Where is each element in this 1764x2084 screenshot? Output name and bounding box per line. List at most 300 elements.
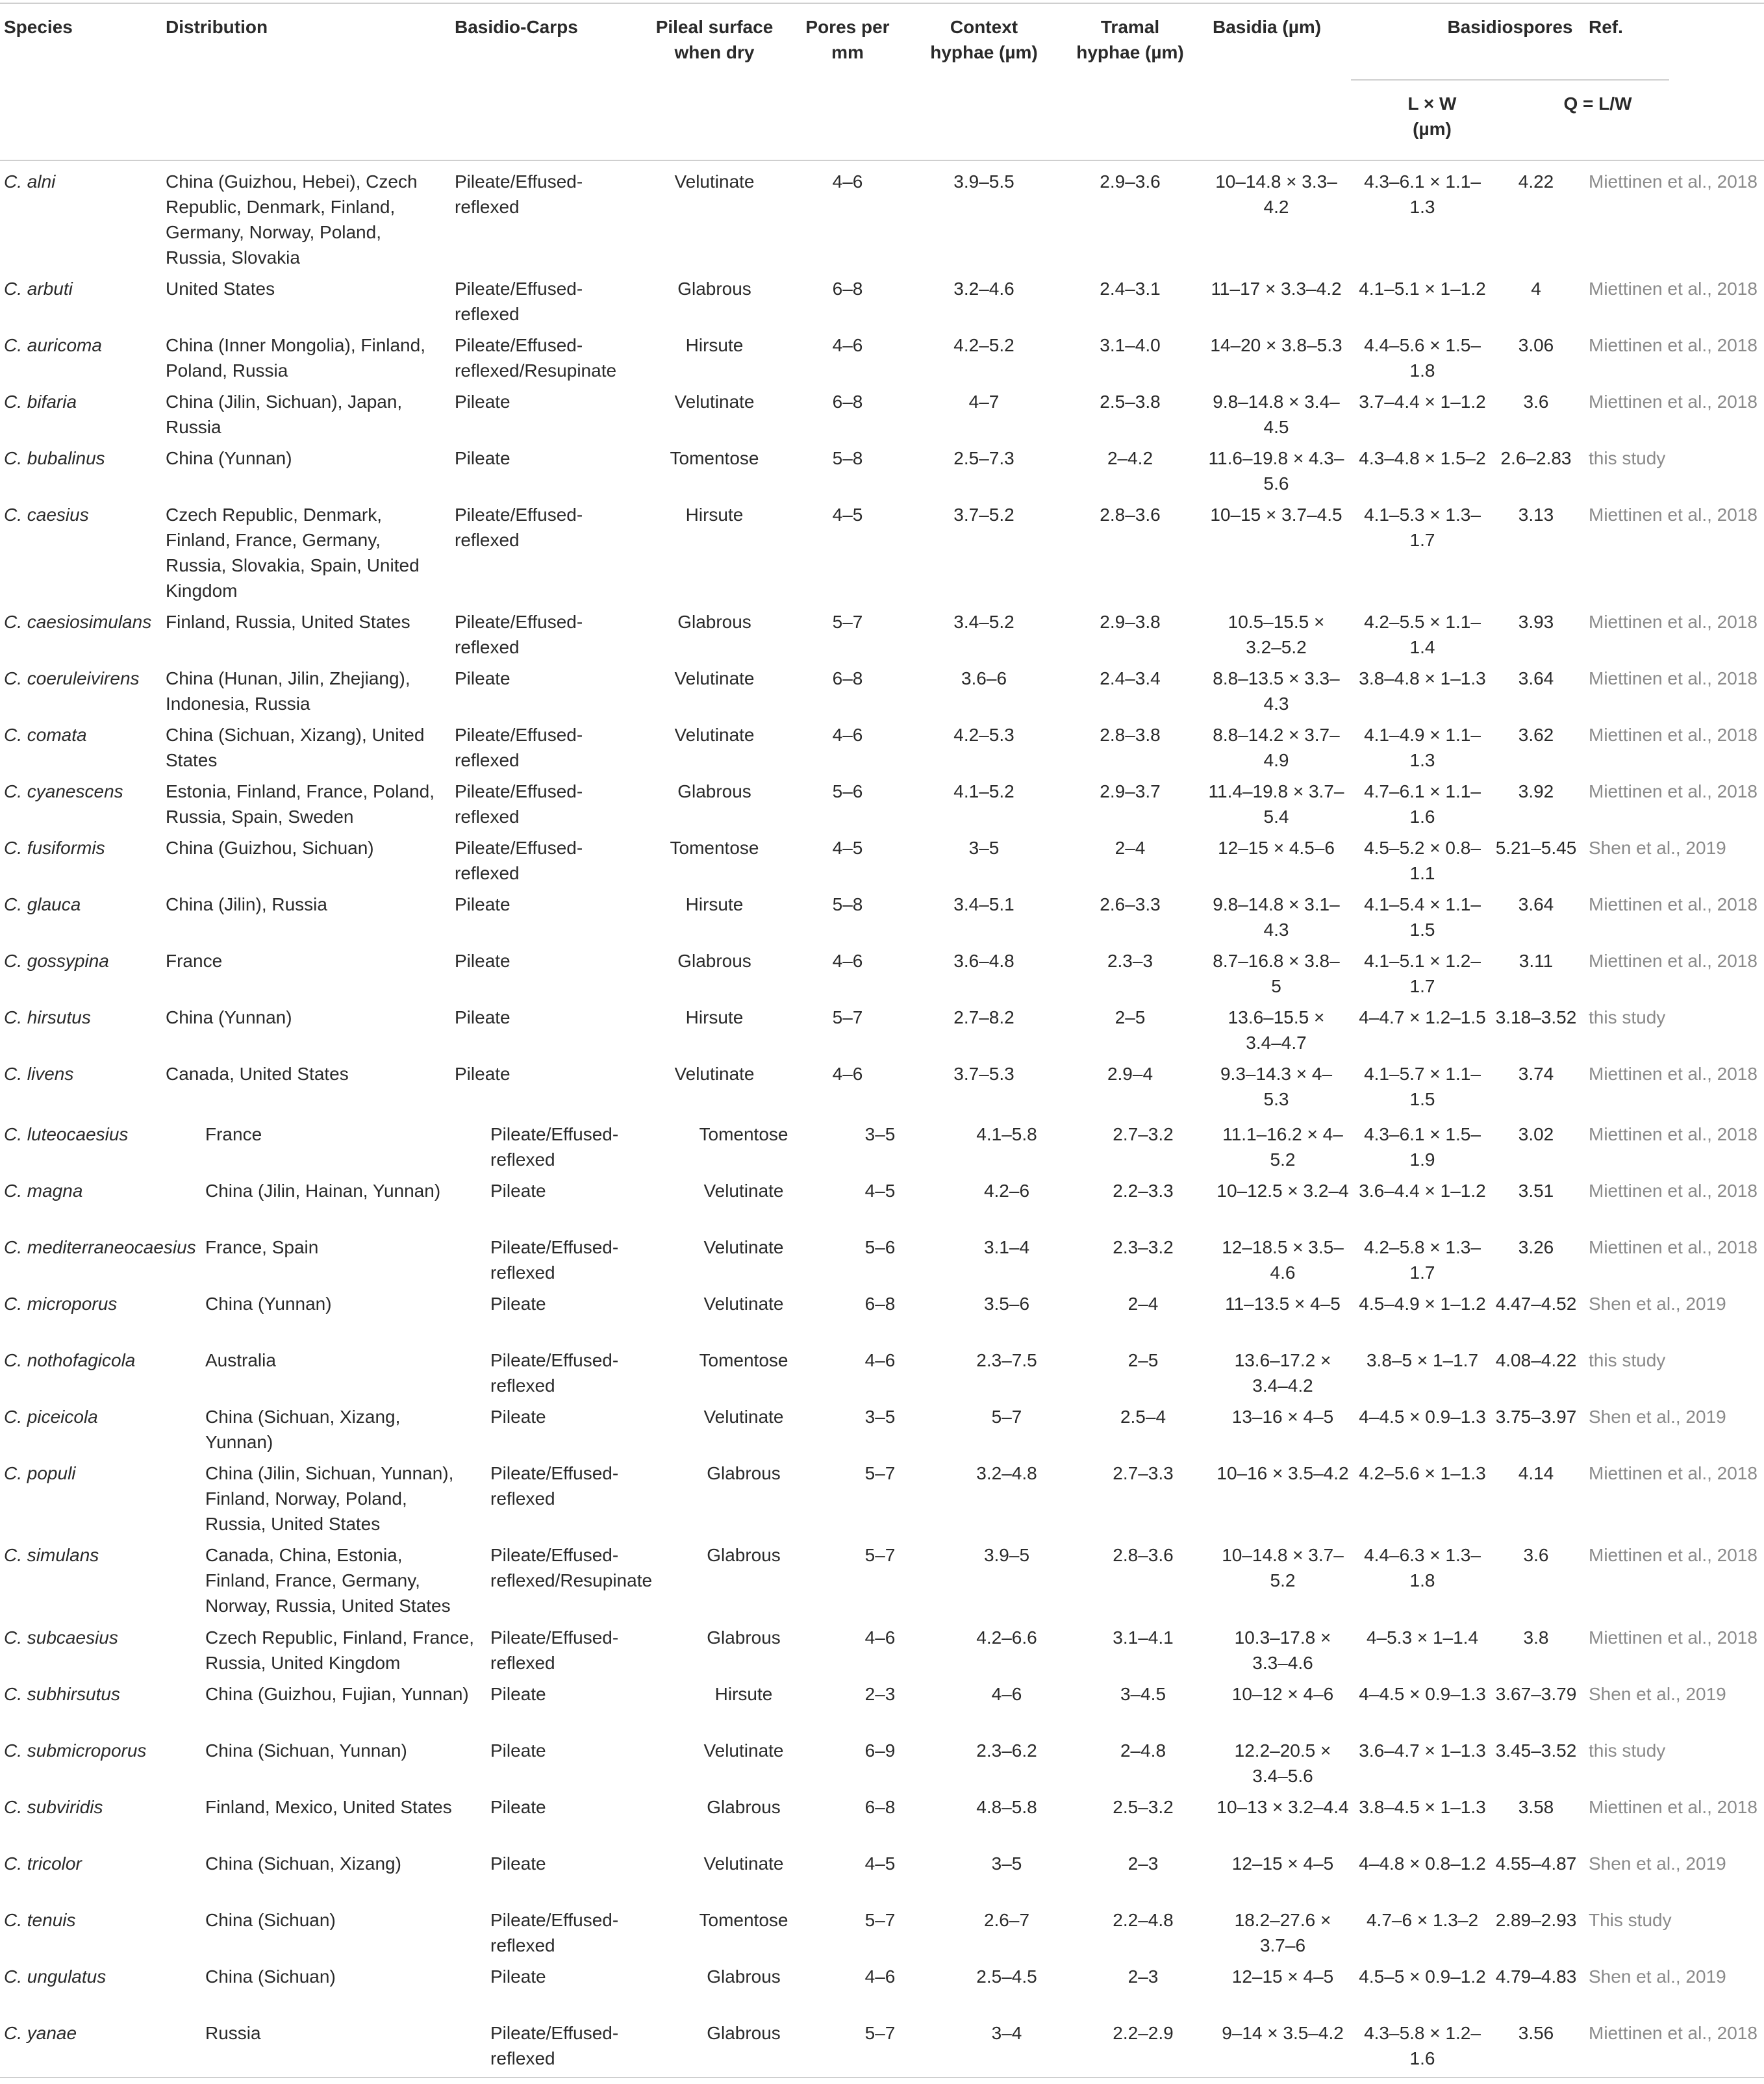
basidia: 8.8–14.2 × 3.7–4.9 [1213,725,1340,770]
context-hyphae: 3.7–5.3 [953,1064,1014,1084]
pileal-surface: Velutinate [674,392,755,412]
basidiospore-q: 3.06 [1518,335,1554,355]
basidia: 10–14.8 × 3.7–5.2 [1222,1545,1344,1590]
basidiospore-q: 3.56 [1518,2023,1554,2043]
species-name: C. gossypina [4,951,109,971]
pores-per-mm: 4–6 [832,335,863,355]
header-ref: Ref. [1589,17,1623,37]
basidiospore-lw: 4.2–5.8 × 1.3–1.7 [1364,1237,1481,1283]
reference: Miettinen et al., 2018 [1589,505,1758,525]
basidiospore-lw: 4–4.5 × 0.9–1.3 [1359,1684,1486,1704]
tramal-hyphae: 2.6–3.3 [1100,894,1161,914]
pores-per-mm: 4–6 [864,1350,896,1370]
pores-per-mm: 4–5 [864,1181,896,1201]
context-hyphae: 3.4–5.2 [953,612,1014,632]
context-hyphae: 4.2–5.2 [953,335,1014,355]
basidia: 18.2–27.6 × 3.7–6 [1234,1910,1331,1955]
table-header-rule [0,160,1764,161]
basidiocarps: Pileate/Effused-reflexed/Resupinate [490,1545,653,1590]
basidiospore-q: 3.64 [1518,894,1554,914]
reference: Shen et al., 2019 [1589,1684,1726,1704]
basidiocarps: Pileate [490,1294,546,1314]
header-pores-per-mm: Pores per mm [805,17,890,62]
pileal-surface: Tomentose [670,448,759,468]
basidiospore-q: 3.8 [1523,1627,1549,1648]
basidiocarps: Pileate/Effused-reflexed [455,171,583,217]
basidiospore-q: 4.08–4.22 [1495,1350,1577,1370]
basidia: 12.2–20.5 × 3.4–5.6 [1234,1740,1331,1786]
basidiospore-lw: 4.2–5.5 × 1.1–1.4 [1364,612,1481,657]
basidiospore-lw: 4–4.5 × 0.9–1.3 [1359,1407,1486,1427]
context-hyphae: 4–6 [991,1684,1022,1704]
species-name: C. subviridis [4,1797,103,1817]
basidiospore-lw: 4.1–5.3 × 1.3–1.7 [1364,505,1481,550]
species-name: C. caesiosimulans [4,612,152,632]
distribution: China (Sichuan, Xizang) [205,1853,401,1874]
basidiocarps: Pileate [490,1797,546,1817]
pores-per-mm: 5–8 [832,894,863,914]
context-hyphae: 2.3–7.5 [976,1350,1037,1370]
species-name: C. populi [4,1463,76,1483]
basidia: 9–14 × 3.5–4.2 [1222,2023,1344,2043]
header-basidiocarps: Basidio-Carps [455,17,578,37]
basidiocarps: Pileate/Effused-reflexed [490,2023,619,2068]
basidia: 13.6–17.2 × 3.4–4.2 [1234,1350,1331,1396]
tramal-hyphae: 2.9–3.8 [1100,612,1161,632]
basidiospore-lw: 4.1–5.1 × 1.2–1.7 [1364,951,1481,996]
reference: Miettinen et al., 2018 [1589,392,1758,412]
reference: this study [1589,1350,1666,1370]
basidiocarps: Pileate/Effused-reflexed [455,781,583,827]
header-species: Species [4,17,73,37]
pileal-surface: Velutinate [703,1237,784,1257]
reference: this study [1589,448,1666,468]
tramal-hyphae: 2–4.8 [1120,1740,1166,1761]
reference: Miettinen et al., 2018 [1589,781,1758,801]
basidia: 8.8–13.5 × 3.3–4.3 [1213,668,1340,714]
reference: Shen et al., 2019 [1589,1966,1726,1987]
basidiospore-lw: 4.7–6 × 1.3–2 [1366,1910,1479,1930]
basidiocarps: Pileate [455,951,510,971]
context-hyphae: 3.5–6 [983,1294,1030,1314]
pileal-surface: Velutinate [703,1853,784,1874]
distribution: Canada, China, Estonia, Finland, France, Germany, Norway, Russia, United States [205,1545,451,1616]
species-name: C. piceicola [4,1407,98,1427]
basidia: 10–16 × 3.5–4.2 [1216,1463,1349,1483]
reference: This study [1589,1910,1672,1930]
basidia: 11.4–19.8 × 3.7–5.4 [1208,781,1344,827]
basidiocarps: Pileate/Effused-reflexed [455,279,583,324]
basidiocarps: Pileate [490,1853,546,1874]
pileal-surface: Tomentose [670,838,759,858]
distribution: Czech Republic, Denmark, Finland, France, Germany, Russia, Slovakia, Spain, United Kingdom [166,505,420,601]
basidiospore-lw: 4.5–4.9 × 1–1.2 [1359,1294,1486,1314]
context-hyphae: 2.6–7 [983,1910,1030,1930]
basidiocarps: Pileate/Effused-reflexed [490,1124,619,1170]
context-hyphae: 3–5 [991,1853,1022,1874]
species-name: C. caesius [4,505,89,525]
pileal-surface: Glabrous [677,781,751,801]
pileal-surface: Hirsute [714,1684,773,1704]
basidiospore-lw: 4–5.3 × 1–1.4 [1366,1627,1479,1648]
species-name: C. subhirsutus [4,1684,120,1704]
distribution: Canada, United States [166,1064,349,1084]
basidiospore-q: 2.89–2.93 [1495,1910,1577,1930]
pores-per-mm: 4–6 [864,1966,896,1987]
pores-per-mm: 3–5 [864,1124,896,1144]
basidiospore-lw: 4.4–6.3 × 1.3–1.8 [1364,1545,1481,1590]
species-name: C. livens [4,1064,74,1084]
pileal-surface: Glabrous [677,612,751,632]
reference: Miettinen et al., 2018 [1589,1545,1758,1565]
basidiospore-q: 3.6 [1523,392,1549,412]
species-name: C. nothofagicola [4,1350,136,1370]
header-tramal-hyphae: Tramal hyphae (µm) [1076,17,1184,62]
basidiospore-lw: 4.3–6.1 × 1.5–1.9 [1364,1124,1481,1170]
basidia: 10–12 × 4–6 [1231,1684,1334,1704]
pores-per-mm: 5–8 [832,448,863,468]
pores-per-mm: 4–6 [832,171,863,192]
pores-per-mm: 4–6 [832,1064,863,1084]
basidiospore-lw: 3.8–4.8 × 1–1.3 [1359,668,1486,688]
basidia: 10–12.5 × 3.2–4 [1216,1181,1349,1201]
reference: this study [1589,1740,1666,1761]
tramal-hyphae: 2.8–3.8 [1100,725,1161,745]
pileal-surface: Glabrous [707,1966,781,1987]
reference: Miettinen et al., 2018 [1589,171,1758,192]
tramal-hyphae: 2.4–3.1 [1100,279,1161,299]
pores-per-mm: 4–5 [832,505,863,525]
basidiospore-q: 4.47–4.52 [1495,1294,1577,1314]
basidia: 10.3–17.8 × 3.3–4.6 [1234,1627,1331,1673]
reference: Miettinen et al., 2018 [1589,612,1758,632]
basidia: 11.6–19.8 × 4.3–5.6 [1208,448,1344,494]
basidia: 11–17 × 3.3–4.2 [1211,279,1342,299]
pileal-surface: Hirsute [685,1007,744,1027]
context-hyphae: 3.9–5.5 [953,171,1014,192]
context-hyphae: 2.7–8.2 [953,1007,1014,1027]
reference: Miettinen et al., 2018 [1589,1463,1758,1483]
species-name: C. glauca [4,894,81,914]
distribution: China (Sichuan, Xizang), United States [166,725,425,770]
basidiospore-lw: 4–4.8 × 0.8–1.2 [1359,1853,1486,1874]
context-hyphae: 3.7–5.2 [953,505,1014,525]
context-hyphae: 4–7 [968,392,1000,412]
basidiospore-q: 3.13 [1518,505,1554,525]
basidiospore-q: 3.26 [1518,1237,1554,1257]
basidiospore-lw: 4–4.7 × 1.2–1.5 [1359,1007,1486,1027]
basidia: 8.7–16.8 × 3.8–5 [1213,951,1340,996]
basidiospore-q: 3.18–3.52 [1495,1007,1577,1027]
species-name: C. arbuti [4,279,73,299]
pores-per-mm: 4–5 [832,838,863,858]
pores-per-mm: 5–7 [864,1545,896,1565]
basidia: 13–16 × 4–5 [1231,1407,1334,1427]
basidiocarps: Pileate [490,1966,546,1987]
distribution: China (Jilin, Sichuan), Japan, Russia [166,392,403,437]
reference: Miettinen et al., 2018 [1589,2023,1758,2043]
basidiospore-q: 3.92 [1518,781,1554,801]
species-name: C. alni [4,171,56,192]
pores-per-mm: 4–6 [864,1627,896,1648]
basidiocarps: Pileate [455,668,510,688]
basidiocarps: Pileate [455,448,510,468]
basidiospore-lw: 4.5–5.2 × 0.8–1.1 [1364,838,1481,883]
pores-per-mm: 5–7 [864,2023,896,2043]
tramal-hyphae: 2–4.2 [1107,448,1153,468]
distribution: Australia [205,1350,276,1370]
distribution: France, Spain [205,1237,319,1257]
pores-per-mm: 6–9 [864,1740,896,1761]
basidia: 12–15 × 4–5 [1231,1966,1334,1987]
species-name: C. bifaria [4,392,77,412]
basidiospore-q: 5.21–5.45 [1495,838,1577,858]
reference: Shen et al., 2019 [1589,838,1726,858]
pores-per-mm: 4–5 [864,1853,896,1874]
pileal-surface: Velutinate [674,725,755,745]
context-hyphae: 3.2–4.6 [953,279,1014,299]
distribution: China (Sichuan, Yunnan) [205,1740,407,1761]
reference: this study [1589,1007,1666,1027]
header-q: Q = L/W [1563,94,1632,114]
distribution: Estonia, Finland, France, Poland, Russia, Spain, Sweden [166,781,435,827]
header-lw: L × W (µm) [1407,94,1457,139]
basidiospore-q: 2.6–2.83 [1500,448,1572,468]
reference: Miettinen et al., 2018 [1589,1124,1758,1144]
pores-per-mm: 2–3 [864,1684,896,1704]
distribution: France [166,951,223,971]
basidiospores-subheader-rule [1351,79,1669,81]
basidiocarps: Pileate [490,1181,546,1201]
tramal-hyphae: 2.8–3.6 [1113,1545,1174,1565]
basidia: 13.6–15.5 × 3.4–4.7 [1228,1007,1325,1053]
basidiocarps: Pileate/Effused-reflexed/Resupinate [455,335,617,381]
basidiocarps: Pileate [455,1064,510,1084]
species-name: C. simulans [4,1545,99,1565]
species-name: C. fusiformis [4,838,105,858]
species-name: C. subcaesius [4,1627,118,1648]
tramal-hyphae: 2.3–3 [1107,951,1153,971]
basidia: 12–15 × 4.5–6 [1218,838,1335,858]
context-hyphae: 4.2–5.3 [953,725,1014,745]
basidia: 9.8–14.8 × 3.1–4.3 [1213,894,1340,940]
basidia: 12–18.5 × 3.5–4.6 [1222,1237,1344,1283]
pileal-surface: Glabrous [677,951,751,971]
reference: Miettinen et al., 2018 [1589,1627,1758,1648]
tramal-hyphae: 2.4–3.4 [1100,668,1161,688]
context-hyphae: 3.2–4.8 [976,1463,1037,1483]
distribution: Finland, Russia, United States [166,612,410,632]
basidiospore-q: 3.11 [1518,951,1554,971]
distribution: France [205,1124,262,1144]
basidiospore-lw: 4.2–5.6 × 1–1.3 [1359,1463,1486,1483]
tramal-hyphae: 2.2–3.3 [1113,1181,1174,1201]
basidiocarps: Pileate/Effused-reflexed [490,1463,619,1509]
pileal-surface: Glabrous [707,1545,781,1565]
pileal-surface: Hirsute [685,335,744,355]
basidia: 10–15 × 3.7–4.5 [1210,505,1342,525]
basidia: 9.3–14.3 × 4–5.3 [1220,1064,1333,1109]
basidiocarps: Pileate/Effused-reflexed [490,1237,619,1283]
pores-per-mm: 3–5 [864,1407,896,1427]
basidiospore-lw: 4.1–4.9 × 1.1–1.3 [1364,725,1481,770]
pileal-surface: Hirsute [685,894,744,914]
species-name: C. yanae [4,2023,77,2043]
tramal-hyphae: 2–5 [1128,1350,1159,1370]
reference: Miettinen et al., 2018 [1589,951,1758,971]
pileal-surface: Tomentose [699,1910,788,1930]
context-hyphae: 3.6–4.8 [953,951,1014,971]
distribution: China (Guizhou, Fujian, Yunnan) [205,1684,469,1704]
pileal-surface: Tomentose [699,1350,788,1370]
basidiocarps: Pileate/Effused-reflexed [455,838,583,883]
basidiocarps: Pileate [490,1740,546,1761]
basidia: 10–14.8 × 3.3–4.2 [1215,171,1337,217]
pores-per-mm: 5–6 [864,1237,896,1257]
basidiospore-q: 4 [1531,279,1541,299]
distribution: China (Yunnan) [205,1294,332,1314]
context-hyphae: 4.1–5.8 [976,1124,1037,1144]
context-hyphae: 3.9–5 [983,1545,1030,1565]
tramal-hyphae: 2–4 [1115,838,1146,858]
distribution: China (Jilin, Hainan, Yunnan) [205,1181,441,1201]
basidiocarps: Pileate/Effused-reflexed [490,1910,619,1955]
pores-per-mm: 5–7 [832,1007,863,1027]
basidiospore-lw: 3.7–4.4 × 1–1.2 [1359,392,1486,412]
context-hyphae: 3.6–6 [961,668,1007,688]
basidiospore-lw: 4.1–5.7 × 1.1–1.5 [1364,1064,1481,1109]
pores-per-mm: 6–8 [864,1797,896,1817]
header-context-hyphae: Context hyphae (µm) [930,17,1038,62]
context-hyphae: 3.1–4 [983,1237,1030,1257]
basidia: 10–13 × 3.2–4.4 [1216,1797,1349,1817]
context-hyphae: 4.8–5.8 [976,1797,1037,1817]
basidiocarps: Pileate [455,1007,510,1027]
basidiospore-q: 3.67–3.79 [1495,1684,1577,1704]
distribution: China (Guizhou, Hebei), Czech Republic, Denmark, Finland, Germany, Norway, Poland, Russia, Slovakia [166,171,418,268]
pores-per-mm: 6–8 [832,668,863,688]
basidiospore-lw: 4.7–6.1 × 1.1–1.6 [1364,781,1481,827]
tramal-hyphae: 2.9–3.6 [1100,171,1161,192]
basidia: 12–15 × 4–5 [1231,1853,1334,1874]
tramal-hyphae: 2–4 [1128,1294,1159,1314]
header-distribution: Distribution [166,17,268,37]
header-pileal-surface: Pileal surface when dry [655,17,774,62]
reference: Shen et al., 2019 [1589,1853,1726,1874]
basidiospore-q: 3.02 [1518,1124,1554,1144]
tramal-hyphae: 2.5–3.8 [1100,392,1161,412]
context-hyphae: 4.2–6.6 [976,1627,1037,1648]
context-hyphae: 2.3–6.2 [976,1740,1037,1761]
basidiospore-lw: 4.5–5 × 0.9–1.2 [1359,1966,1486,1987]
tramal-hyphae: 2.9–4 [1107,1064,1153,1084]
context-hyphae: 4.2–6 [983,1181,1030,1201]
basidiocarps: Pileate [490,1684,546,1704]
pileal-surface: Velutinate [703,1407,784,1427]
species-name: C. comata [4,725,87,745]
context-hyphae: 2.5–4.5 [976,1966,1037,1987]
header-basidia: Basidia (µm) [1213,17,1322,37]
tramal-hyphae: 3–4.5 [1120,1684,1166,1704]
basidiospore-q: 4.22 [1518,171,1554,192]
basidiocarps: Pileate/Effused-reflexed [455,505,583,550]
basidiospore-lw: 3.6–4.4 × 1–1.2 [1359,1181,1486,1201]
pores-per-mm: 6–8 [832,279,863,299]
pores-per-mm: 4–6 [832,951,863,971]
distribution: China (Guizhou, Sichuan) [166,838,374,858]
tramal-hyphae: 3.1–4.0 [1100,335,1161,355]
pores-per-mm: 4–6 [832,725,863,745]
distribution: China (Inner Mongolia), Finland, Poland, Russia [166,335,425,381]
table-top-rule [0,3,1764,4]
basidiospore-q: 4.55–4.87 [1495,1853,1577,1874]
basidiocarps: Pileate/Effused-reflexed [490,1627,619,1673]
species-name: C. ungulatus [4,1966,107,1987]
tramal-hyphae: 2.2–2.9 [1113,2023,1174,2043]
species-name: C. coeruleivirens [4,668,140,688]
pileal-surface: Glabrous [677,279,751,299]
table-bottom-rule [0,2077,1764,2078]
species-name: C. hirsutus [4,1007,91,1027]
reference: Shen et al., 2019 [1589,1407,1726,1427]
reference: Miettinen et al., 2018 [1589,894,1758,914]
distribution: China (Sichuan) [205,1910,336,1930]
pileal-surface: Glabrous [707,2023,781,2043]
distribution: Finland, Mexico, United States [205,1797,452,1817]
distribution: China (Yunnan) [166,448,292,468]
basidiospore-q: 3.45–3.52 [1495,1740,1577,1761]
basidiospore-lw: 4.1–5.1 × 1–1.2 [1359,279,1486,299]
pores-per-mm: 5–7 [832,612,863,632]
basidiospore-q: 3.62 [1518,725,1554,745]
reference: Miettinen et al., 2018 [1589,1181,1758,1201]
pileal-surface: Velutinate [703,1181,784,1201]
tramal-hyphae: 2–3 [1128,1966,1159,1987]
tramal-hyphae: 2.3–3.2 [1113,1237,1174,1257]
distribution: China (Jilin, Sichuan, Yunnan), Finland, Norway, Poland, Russia, United States [205,1463,454,1534]
species-name: C. bubalinus [4,448,105,468]
basidiospore-lw: 4.4–5.6 × 1.5–1.8 [1364,335,1481,381]
basidia: 10.5–15.5 × 3.2–5.2 [1228,612,1325,657]
distribution: China (Jilin), Russia [166,894,327,914]
tramal-hyphae: 2.2–4.8 [1113,1910,1174,1930]
tramal-hyphae: 2.7–3.2 [1113,1124,1174,1144]
tramal-hyphae: 3.1–4.1 [1113,1627,1174,1648]
context-hyphae: 3.4–5.1 [953,894,1014,914]
basidiospore-q: 3.51 [1518,1181,1554,1201]
tramal-hyphae: 2–5 [1115,1007,1146,1027]
pileal-surface: Velutinate [703,1740,784,1761]
basidia: 14–20 × 3.8–5.3 [1210,335,1342,355]
basidiospore-lw: 4.3–6.1 × 1.1–1.3 [1364,171,1481,217]
reference: Miettinen et al., 2018 [1589,279,1758,299]
basidiocarps: Pileate/Effused-reflexed [455,612,583,657]
species-name: C. tricolor [4,1853,82,1874]
basidiospore-lw: 3.8–5 × 1–1.7 [1366,1350,1479,1370]
tramal-hyphae: 2.7–3.3 [1113,1463,1174,1483]
species-name: C. mediterraneocaesius [4,1237,196,1257]
pores-per-mm: 5–6 [832,781,863,801]
basidiospore-q: 3.6 [1523,1545,1549,1565]
pileal-surface: Velutinate [674,668,755,688]
reference: Miettinen et al., 2018 [1589,1797,1758,1817]
pores-per-mm: 5–7 [864,1463,896,1483]
pileal-surface: Glabrous [707,1463,781,1483]
tramal-hyphae: 2.5–3.2 [1113,1797,1174,1817]
distribution: China (Hunan, Jilin, Zhejiang), Indonesia, Russia [166,668,410,714]
distribution: China (Sichuan, Xizang, Yunnan) [205,1407,401,1452]
pileal-surface: Hirsute [685,505,744,525]
